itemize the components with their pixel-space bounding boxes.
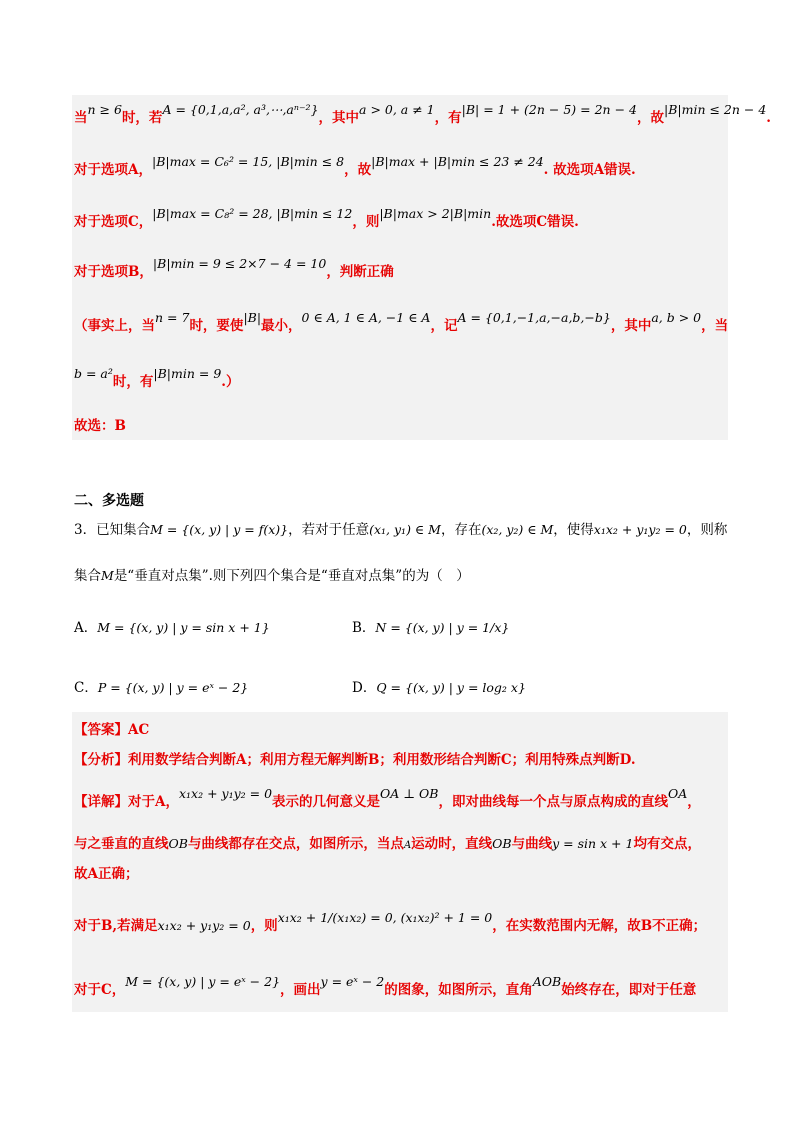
math: x₁x₂ + 1/(x₁x₂) = 0, (x₁x₂)² + 1 = 0 bbox=[277, 910, 493, 925]
math: (x₂, y₂) ∈ M bbox=[481, 522, 554, 537]
text: ，存在 bbox=[440, 522, 482, 538]
text: 对于B,若满足 bbox=[74, 918, 158, 934]
text: .） bbox=[221, 374, 240, 390]
answer-line: 【答案】AC bbox=[74, 722, 150, 738]
text: ，则称 bbox=[686, 522, 728, 538]
text: （事实上，当 bbox=[74, 318, 155, 334]
text: .故选项C错误. bbox=[491, 214, 579, 230]
text: ，故 bbox=[636, 110, 664, 126]
text: 时，要使 bbox=[189, 318, 244, 334]
math: A = {0,1,a,a², a³,⋯,aⁿ⁻²} bbox=[162, 102, 319, 117]
math: a, b > 0 bbox=[651, 310, 702, 325]
text: ，有 bbox=[434, 110, 462, 126]
proof-line-4 bbox=[74, 256, 724, 282]
math: OA ⊥ OB bbox=[380, 786, 439, 801]
text: ，使得 bbox=[553, 522, 594, 538]
option-label: C． bbox=[74, 680, 98, 696]
math: N = {(x, y) | y = 1/x} bbox=[375, 620, 510, 635]
option-a[interactable] bbox=[74, 616, 270, 636]
math: Q = {(x, y) | y = log₂ x} bbox=[376, 680, 526, 695]
proof-line-5 bbox=[74, 310, 729, 336]
text: 对于选项A， bbox=[74, 162, 152, 178]
proof-conclusion bbox=[74, 416, 724, 436]
text: 对于选项C， bbox=[74, 214, 153, 230]
text: 表示的几何意义是 bbox=[272, 794, 381, 810]
text: 对于C， bbox=[74, 982, 126, 998]
option-d[interactable] bbox=[352, 676, 526, 696]
option-label: A． bbox=[74, 620, 98, 636]
math: M bbox=[101, 568, 114, 583]
question-line-1 bbox=[74, 520, 728, 540]
math: |B|min = 9 ≤ 2×7 − 4 = 10 bbox=[152, 256, 327, 271]
math: M = {(x, y) | y = sin x + 1} bbox=[97, 620, 270, 635]
text: ，则 bbox=[352, 214, 380, 230]
math: A = {0,1,−1,a,−a,b,−b} bbox=[457, 310, 611, 325]
text: ， bbox=[687, 794, 701, 810]
text: ，则 bbox=[250, 918, 278, 934]
math: |B|max > 2|B|min bbox=[379, 206, 492, 221]
math: A bbox=[403, 840, 412, 851]
math: OB bbox=[492, 836, 512, 851]
text: ，若对于任意 bbox=[288, 522, 370, 538]
detail-line-2 bbox=[74, 834, 724, 856]
math: |B|max + |B|min ≤ 23 ≠ 24 bbox=[371, 154, 544, 169]
math: OA bbox=[667, 786, 688, 801]
math: M = {(x, y) | y = f(x)} bbox=[150, 522, 289, 537]
text: ，记 bbox=[430, 318, 458, 334]
math: (x₁, y₁) ∈ M bbox=[369, 522, 441, 537]
proof-line-6 bbox=[74, 366, 724, 392]
option-label: B． bbox=[352, 620, 376, 636]
text: ，其中 bbox=[610, 318, 652, 334]
text: . 故选项A错误. bbox=[543, 162, 636, 178]
text: 时，若 bbox=[121, 110, 163, 126]
text: 【详解】对于A， bbox=[74, 794, 179, 810]
option-label: D． bbox=[352, 680, 377, 696]
math: |B|max = C₈² = 28, |B|min ≤ 12 bbox=[152, 206, 353, 221]
text: 是“垂直对点集”.则下列四个集合是“垂直对点集”的为（ ） bbox=[113, 568, 470, 584]
text: 最小， bbox=[261, 318, 302, 334]
math: P = {(x, y) | y = eˣ − 2} bbox=[97, 680, 249, 695]
math: M = {(x, y) | y = eˣ − 2} bbox=[125, 974, 281, 989]
text: 与曲线都存在交点，如图所示，当点 bbox=[187, 836, 404, 852]
math: a > 0, a ≠ 1 bbox=[359, 102, 435, 117]
text: 对于选项B， bbox=[74, 264, 153, 280]
text: ，当 bbox=[701, 318, 729, 334]
text: ，画出 bbox=[280, 982, 321, 998]
text: 当 bbox=[74, 110, 88, 126]
math: x₁x₂ + y₁y₂ = 0 bbox=[178, 786, 273, 801]
math: y = sin x + 1 bbox=[552, 836, 634, 851]
text: 3．已知集合 bbox=[74, 522, 151, 538]
math: x₁x₂ + y₁y₂ = 0 bbox=[593, 522, 687, 537]
section-title: 二、多选题 bbox=[74, 493, 144, 509]
text: 与之垂直的直线 bbox=[74, 836, 169, 852]
text: 故选：B bbox=[74, 418, 126, 434]
text: 的图象，如图所示，直角 bbox=[384, 982, 533, 998]
text: ，故 bbox=[344, 162, 372, 178]
math: x₁x₂ + y₁y₂ = 0 bbox=[157, 918, 251, 933]
text: ，其中 bbox=[318, 110, 360, 126]
text: 始终存在，即对于任意 bbox=[561, 982, 697, 998]
math: |B| = 1 + (2n − 5) = 2n − 4 bbox=[461, 102, 637, 117]
option-b[interactable] bbox=[352, 616, 509, 636]
math: |B|min = 9 bbox=[153, 366, 222, 381]
math: n ≥ 6 bbox=[87, 102, 122, 117]
proof-line-2 bbox=[74, 154, 724, 180]
text: ，判断正确 bbox=[326, 264, 394, 280]
math: b = a² bbox=[74, 366, 113, 381]
text: 时，有 bbox=[112, 374, 154, 390]
question-line-2 bbox=[74, 566, 724, 586]
text: 运动时，直线 bbox=[411, 836, 493, 852]
math: y = eˣ − 2 bbox=[320, 974, 385, 989]
math: n = 7 bbox=[155, 310, 190, 325]
text: . bbox=[766, 110, 771, 126]
analysis-line: 【分析】利用数学结合判断A；利用方程无解判断B；利用数形结合判断C；利用特殊点判断D. bbox=[74, 752, 636, 768]
math: OB bbox=[168, 836, 188, 851]
math: |B|min ≤ 2n − 4 bbox=[663, 102, 767, 117]
proof-line-1 bbox=[74, 102, 771, 128]
text: ，在实数范围内无解，故B不正确； bbox=[492, 918, 707, 934]
option-c[interactable] bbox=[74, 676, 248, 696]
math: 0 ∈ A, 1 ∈ A, −1 ∈ A bbox=[301, 310, 431, 325]
detail-line-1 bbox=[74, 786, 724, 812]
text: ，即对曲线每一个点与原点构成的直线 bbox=[438, 794, 668, 810]
math: AOB bbox=[532, 974, 562, 989]
text: 与曲线 bbox=[511, 836, 553, 852]
text: 均有交点， bbox=[633, 836, 701, 852]
math: |B|max = C₆² = 15, |B|min ≤ 8 bbox=[151, 154, 345, 169]
math: |B| bbox=[243, 310, 262, 325]
proof-line-3 bbox=[74, 206, 724, 232]
detail-line-3 bbox=[74, 864, 724, 884]
text: 集合 bbox=[74, 568, 101, 584]
text: 故A正确； bbox=[74, 866, 139, 882]
detail-line-4 bbox=[74, 910, 724, 936]
detail-line-5 bbox=[74, 974, 724, 1000]
